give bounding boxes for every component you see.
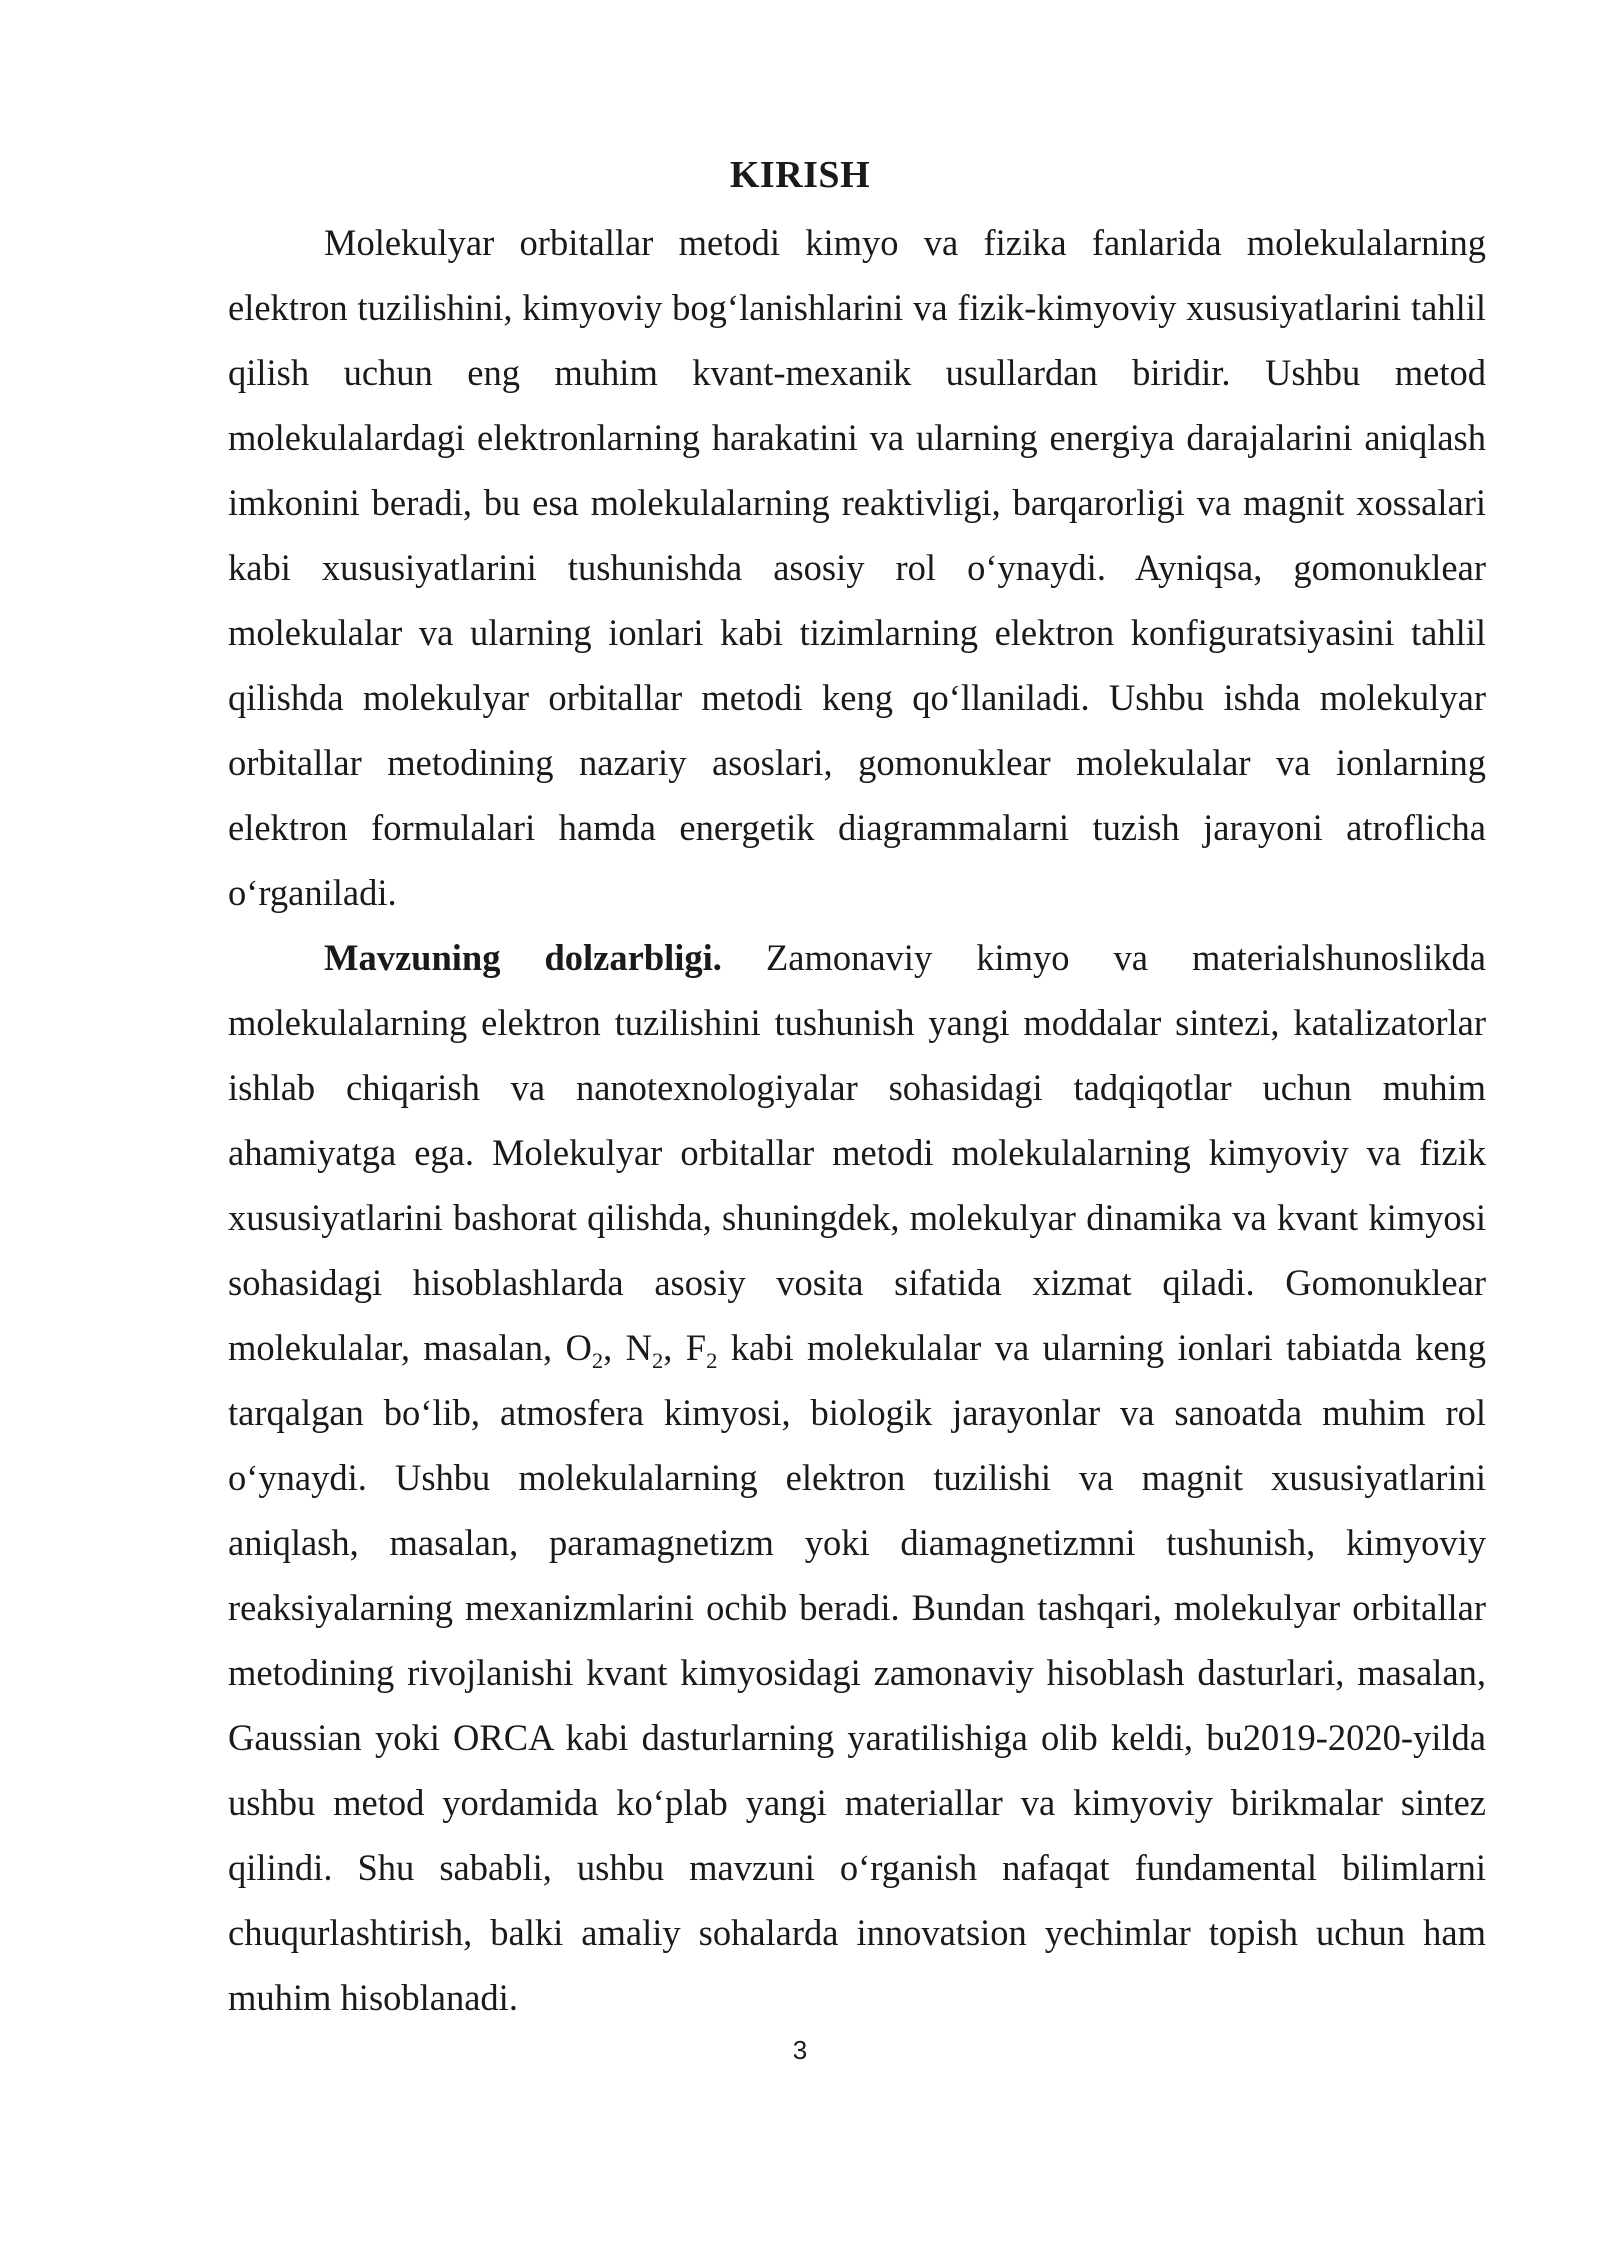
- body-text: [228, 210, 1486, 2030]
- molecule-formula-n2: $N_2$: [625, 1327, 664, 1373]
- intro-paragraph: Molekulyar orbitallar metodi kimyo va fizika fanlarida molekulalarning elektron tuzilishini, kimyoviy bog‘lanishlarini va fizik-kimyoviy xususiyatlarini tahlil qilish uchun eng muhim kvant-mexanik usullardan biridir. Ushbu metod molekulalardagi elektronlarning harakatini va ularning energiya darajalarini aniqlash imkonini beradi, bu esa molekulalarning reaktivligi, barqarorligi va magnit xossalari kabi xususiyatlarini tushunishda asosiy rol o‘ynaydi. Ayniqsa, gomonuklear molekulalar va ularning ionlari kabi tizimlarning elektron konfiguratsiyasini tahlil qilishda molekulyar orbitallar metodi keng qo‘llaniladi. Ushbu ishda molekulyar orbitallar metodining nazariy asoslari, gomonuklear molekulalar va ionlarning elektron formulalari hamda energetik diagrammalarni tuzish jarayoni atroflicha o‘rganiladi.: [228, 222, 1486, 913]
- relevance-text-after: kabi molekulalar va ularning ionlari tabiatda keng tarqalgan bo‘lib, atmosfera kimyosi, biologik jarayonlar va sanoatda muhim rol o‘ynaydi. Ushbu molekulalarning elektron tuzilishi va magnit xususiyatlarini aniqlash, masalan, paramagnetizm yoki diamagnetizmni tushunish, kimyoviy reaksiyalarning mexanizmlarini ochib beradi. Bundan tashqari, molekulyar orbitallar metodining rivojlanishi kvant kimyosidagi zamonaviy hisoblash dasturlari, masalan, Gaussian yoki ORCA kabi dasturlarning yaratilishiga olib keldi, bu2019-2020-yilda ushbu metod yordamida ko‘plab yangi materiallar va kimyoviy birikmalar sintez qilindi. Shu sababli, ushbu mavzuni o‘rganish nafaqat fundamental bilimlarni chuqurlashtirish, balki amaliy sohalarda innovatsion yechimlar topish uchun ham muhim hisoblanadi.: [228, 1327, 1487, 2018]
- relevance-text-before: Zamonaviy kimyo va materialshunoslikda molekulalarning elektron tuzilishini tushunish yangi moddalar sintezi, katalizatorlar ishlab chiqarish va nanotexnologiyalar sohasidagi tadqiqotlar uchun muhim ahamiyatga ega. Molekulyar orbitallar metodi molekulalarning kimyoviy va fizik xususiyatlarini bashorat qilishda, shuningdek, molekulyar dinamika va kvant kimyosi sohasidagi hisoblashlarda asosiy vosita sifatida xizmat qiladi. Gomonuklear molekulalar, masalan,: [228, 937, 1487, 1368]
- page-number: 3: [792, 2035, 808, 2065]
- molecule-formula-f2: $F_2$: [685, 1327, 718, 1373]
- section-heading: KIRISH: [729, 154, 871, 196]
- molecule-formula-o2: $O_2$: [565, 1327, 604, 1373]
- relevance-paragraph: Mavzuning dolzarbligi. Zamonaviy kimyo va materialshunoslikda molekulalarning elektron tuzilishini tushunish yangi moddalar sintezi, katalizatorlar ishlab chiqarish va nanotexnologiyalar sohasidagi tadqiqotlar uchun muhim ahamiyatga ega. Molekulyar orbitallar metodi molekulalarning kimyoviy va fizik xususiyatlarini bashorat qilishda, shuningdek, molekulyar dinamika va kvant kimyosi sohasidagi hisoblashlarda asosiy vosita sifatida xizmat qiladi. Gomonuklear molekulalar, masalan, $O_2$, $N_2$, $F_2$ kabi molekulalar va ularning ionlari tabiatda keng tarqalgan bo‘lib, atmosfera kimyosi, biologik jarayonlar va sanoatda muhim rol o‘ynaydi. Ushbu molekulalarning elektron tuzilishi va magnit xususiyatlarini aniqlash, masalan, paramagnetizm yoki diamagnetizmni tushunish, kimyoviy reaksiyalarning mexanizmlarini ochib beradi. Bundan tashqari, molekulyar orbitallar metodining rivojlanishi kvant kimyosidagi zamonaviy hisoblash dasturlari, masalan, Gaussian yoki ORCA kabi dasturlarning yaratilishiga olib keldi, bu2019-2020-yilda ushbu metod yordamida ko‘plab yangi materiallar va kimyoviy birikmalar sintez qilindi. Shu sababli, ushbu mavzuni o‘rganish nafaqat fundamental bilimlarni chuqurlashtirish, balki amaliy sohalarda innovatsion yechimlar topish uchun ham muhim hisoblanadi.: [228, 937, 1487, 2018]
- relevance-lead: Mavzuning dolzarbligi.: [324, 937, 722, 978]
